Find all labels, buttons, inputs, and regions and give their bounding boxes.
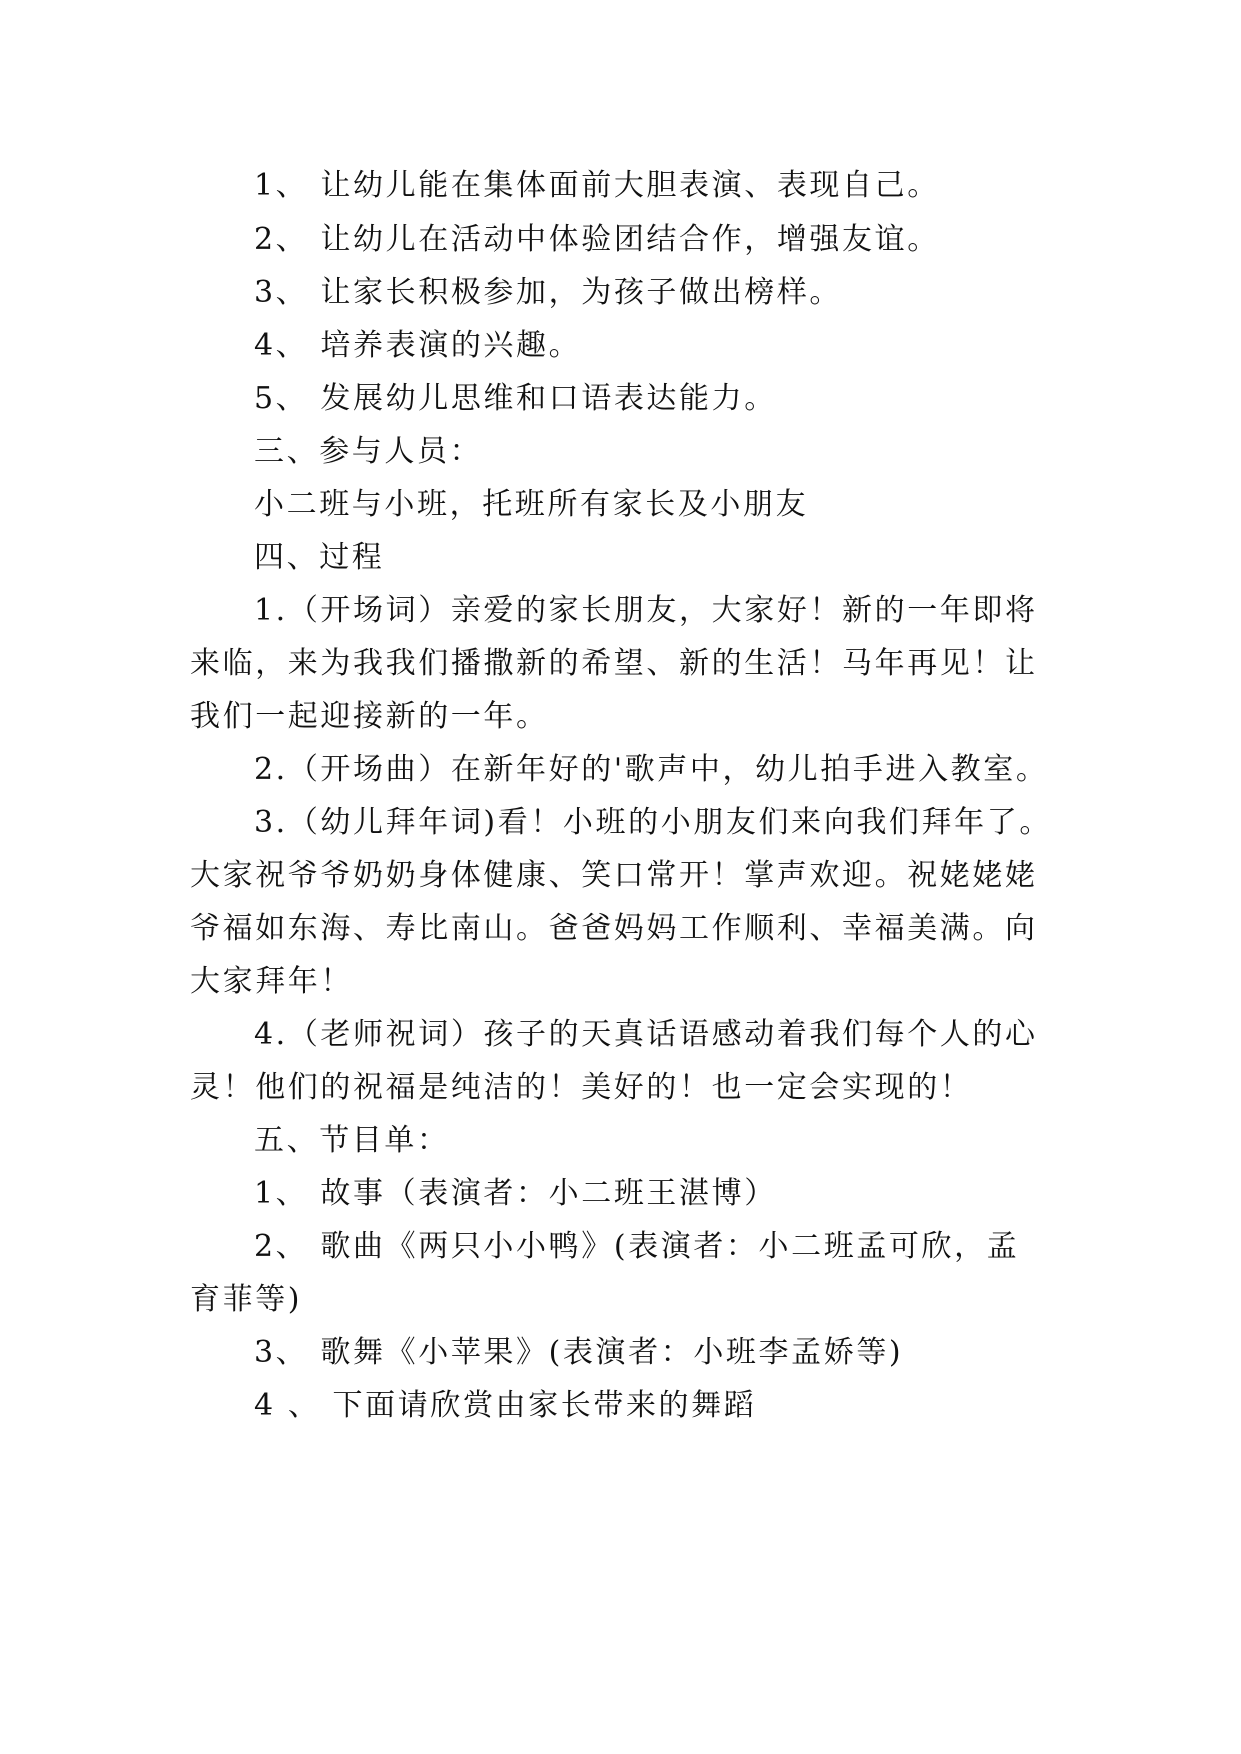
program-item-2-line-2: 育菲等) [190, 1282, 303, 1317]
process-step-1-line-3: 我们一起迎接新的一年。 [190, 699, 549, 734]
goal-item-3: 3、 让家长积极参加，为孩子做出榜样。 [254, 275, 843, 310]
process-step-3-line-1: 3.（幼儿拜年词)看！小班的小朋友们来向我们拜年了。 [254, 805, 1052, 840]
section-heading-participants: 三、参与人员： [254, 434, 483, 469]
process-step-1-line-2: 来临，来为我我们播撒新的希望、新的生活！马年再见！让 [190, 646, 1038, 681]
program-item-3: 3、 歌舞《小苹果》(表演者：小班李孟娇等) [254, 1335, 904, 1370]
process-step-3-line-4: 大家拜年！ [190, 964, 353, 999]
section-heading-program: 五、节目单： [254, 1123, 450, 1158]
program-item-2-line-1: 2、 歌曲《两只小小鸭》(表演者：小二班孟可欣，孟 [254, 1229, 1020, 1264]
program-item-1: 1、 故事（表演者：小二班王湛博） [254, 1176, 777, 1211]
process-step-4-line-2: 灵！他们的祝福是纯洁的！美好的！也一定会实现的！ [190, 1070, 973, 1105]
section-heading-process: 四、过程 [254, 540, 385, 575]
process-step-1-line-1: 1.（开场词）亲爱的家长朋友，大家好！新的一年即将 [254, 593, 1038, 628]
goal-item-2: 2、 让幼儿在活动中体验团结合作，增强友谊。 [254, 222, 940, 257]
participants-text: 小二班与小班，托班所有家长及小朋友 [254, 487, 809, 522]
goal-item-4: 4、 培养表演的兴趣。 [254, 328, 582, 363]
goal-item-5: 5、 发展幼儿思维和口语表达能力。 [254, 381, 777, 416]
process-step-3-line-2: 大家祝爷爷奶奶身体健康、笑口常开！掌声欢迎。祝姥姥姥 [190, 858, 1038, 893]
process-step-2: 2.（开场曲）在新年好的'歌声中，幼儿拍手进入教室。 [254, 752, 1049, 787]
goal-item-1: 1、 让幼儿能在集体面前大胆表演、表现自己。 [254, 168, 940, 203]
process-step-3-line-3: 爷福如东海、寿比南山。爸爸妈妈工作顺利、幸福美满。向 [190, 911, 1038, 946]
process-step-4-line-1: 4.（老师祝词）孩子的天真话语感动着我们每个人的心 [254, 1017, 1038, 1052]
program-item-4: 4 、 下面请欣赏由家长带来的舞蹈 [254, 1388, 757, 1423]
